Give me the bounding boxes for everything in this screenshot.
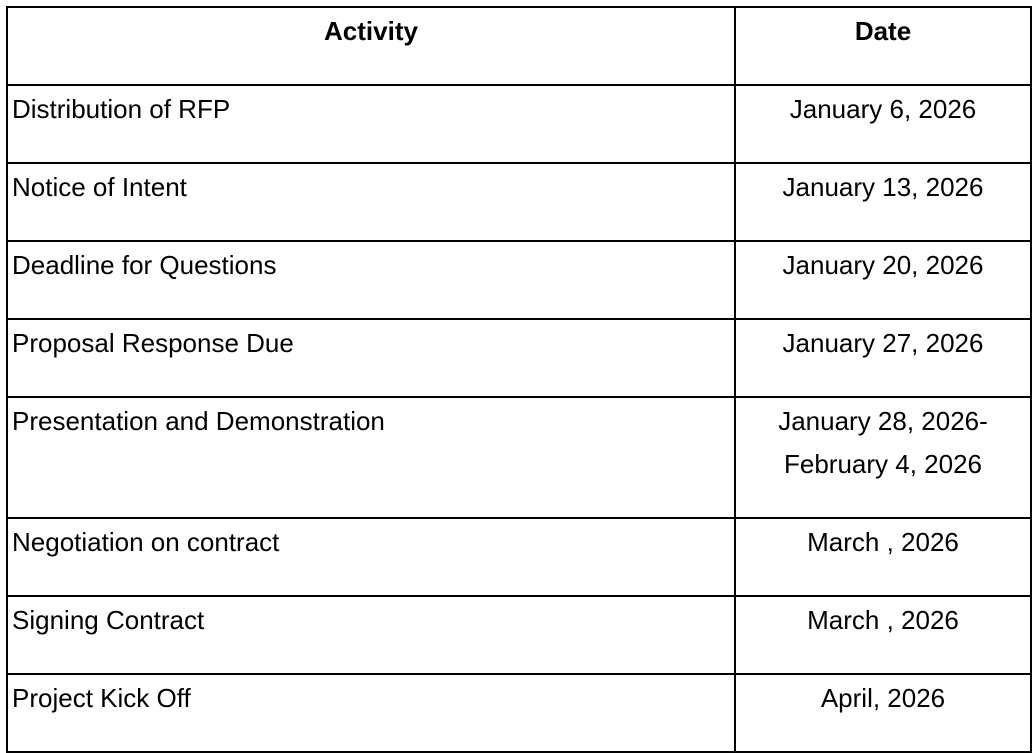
schedule-table <box>6 6 1032 753</box>
activity-cell: Signing Contract <box>7 596 735 674</box>
table-header-row <box>7 7 1031 85</box>
date-cell <box>735 163 1031 241</box>
activity-cell: Distribution of RFP <box>7 85 735 163</box>
date-text: April, 2026 <box>820 683 946 713</box>
table-row <box>7 518 1031 596</box>
date-text: March , 2026 <box>807 605 959 635</box>
table-row <box>7 319 1031 397</box>
activity-cell: Presentation and Demonstration <box>7 397 735 518</box>
activity-column-header: Activity <box>7 7 735 85</box>
date-text: January 20, 2026 <box>782 250 984 280</box>
activity-cell: Negotiation on contract <box>7 518 735 596</box>
table-row <box>7 397 1031 518</box>
date-cell <box>735 319 1031 397</box>
date-cell <box>735 241 1031 319</box>
date-text: March , 2026 <box>807 527 959 557</box>
table-row <box>7 674 1031 752</box>
date-cell <box>735 674 1031 752</box>
activity-cell: Deadline for Questions <box>7 241 735 319</box>
date-cell <box>735 596 1031 674</box>
date-cell <box>735 85 1031 163</box>
table-row <box>7 596 1031 674</box>
date-cell <box>735 397 1031 518</box>
date-text: January 27, 2026 <box>782 328 984 358</box>
activity-cell: Project Kick Off <box>7 674 735 752</box>
table-row <box>7 85 1031 163</box>
table-row <box>7 241 1031 319</box>
date-text-start: January 28, 2026- <box>778 406 988 436</box>
date-text: January 13, 2026 <box>782 172 984 202</box>
activity-cell: Notice of Intent <box>7 163 735 241</box>
date-cell <box>735 518 1031 596</box>
table-row <box>7 163 1031 241</box>
activity-cell: Proposal Response Due <box>7 319 735 397</box>
date-column-header: Date <box>735 7 1031 85</box>
date-text: January 6, 2026 <box>789 94 977 124</box>
date-text-end: February 4, 2026 <box>783 449 982 479</box>
